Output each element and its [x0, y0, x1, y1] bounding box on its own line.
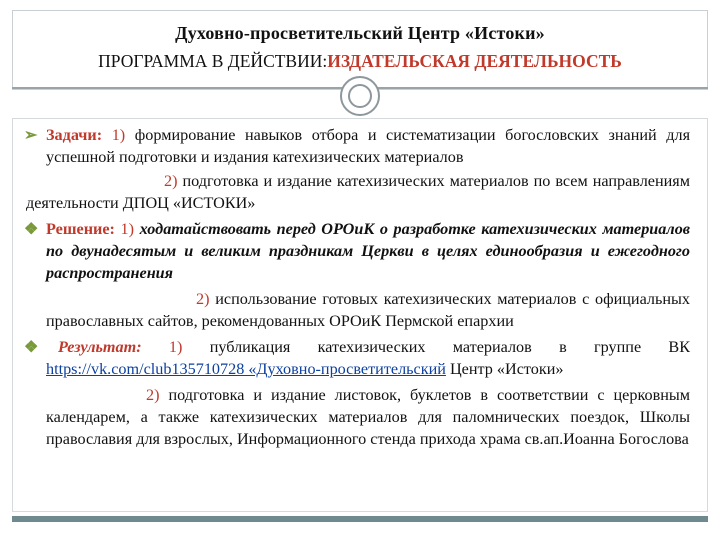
- tasks-text-2: подготовка и издание катехизических материалов по всем направлениям деятельности ДПОЦ «ИСТОКИ»: [26, 172, 690, 212]
- result-num-2: 2): [146, 386, 160, 404]
- result-text-1-post: Центр «Истоки»: [449, 360, 564, 378]
- subtitle-accent: ИЗДАТЕЛЬСКАЯ ДЕЯТЕЛЬНОСТЬ: [327, 51, 622, 71]
- subtitle-prefix: ПРОГРАММА В ДЕЙСТВИИ:: [98, 51, 328, 71]
- result-text-1: публикация катехизических материалов в группе ВК: [209, 338, 691, 356]
- tasks-item: [26, 124, 690, 168]
- solution-item: [26, 218, 690, 284]
- solution-label: Решение:: [46, 220, 115, 238]
- solution-text-1: ходатайствовать перед ОРОиК о разработке катехизических материалов по двунадесятым и великим праздникам Церкви в целях единообразия и ежегодного распространения: [46, 220, 691, 282]
- result-text-2: подготовка и издание листовок, буклетов в соответствии с церковным календарем, а также катехизических материалов для паломнических поездок, Школы православия для взрослых, Информационного стенда прихода храма св.ап.Иоанна Богослова: [46, 386, 691, 448]
- tasks-item-2: [26, 170, 690, 214]
- page-subtitle: [13, 51, 707, 72]
- page-title: Духовно-просветительский Центр «Истоки»: [175, 23, 545, 43]
- solution-num-1: 1): [120, 220, 135, 238]
- tasks-num-2: 2): [164, 172, 178, 190]
- solution-text-2: использование готовых катехизических материалов с официальных православных сайтов, рекомендованных ОРОиК Пермской епархии: [46, 290, 690, 330]
- tasks-text-1: формирование навыков отбора и систематизации богословских знаний для успешной подготовки и издания катехизических материалов: [46, 126, 691, 166]
- solution-item-2: [26, 288, 690, 332]
- result-num-1: 1): [168, 338, 183, 356]
- solution-num-2: 2): [196, 290, 210, 308]
- content-text: [26, 124, 690, 450]
- vk-group-link[interactable]: https://vk.com/club135710728 «Духовно-просветительский: [46, 360, 446, 378]
- result-item: [26, 336, 690, 380]
- result-label: Результат:: [58, 338, 142, 356]
- diamond-bullet-icon: ❖: [24, 220, 39, 238]
- tasks-num-1: 1): [111, 126, 126, 144]
- arrow-bullet-icon: ➢: [24, 126, 38, 144]
- result-item-2: [26, 384, 690, 450]
- tasks-label: Задачи:: [46, 126, 103, 144]
- diamond-bullet-icon: ❖: [24, 338, 39, 356]
- decorative-medallion-icon: [340, 76, 380, 116]
